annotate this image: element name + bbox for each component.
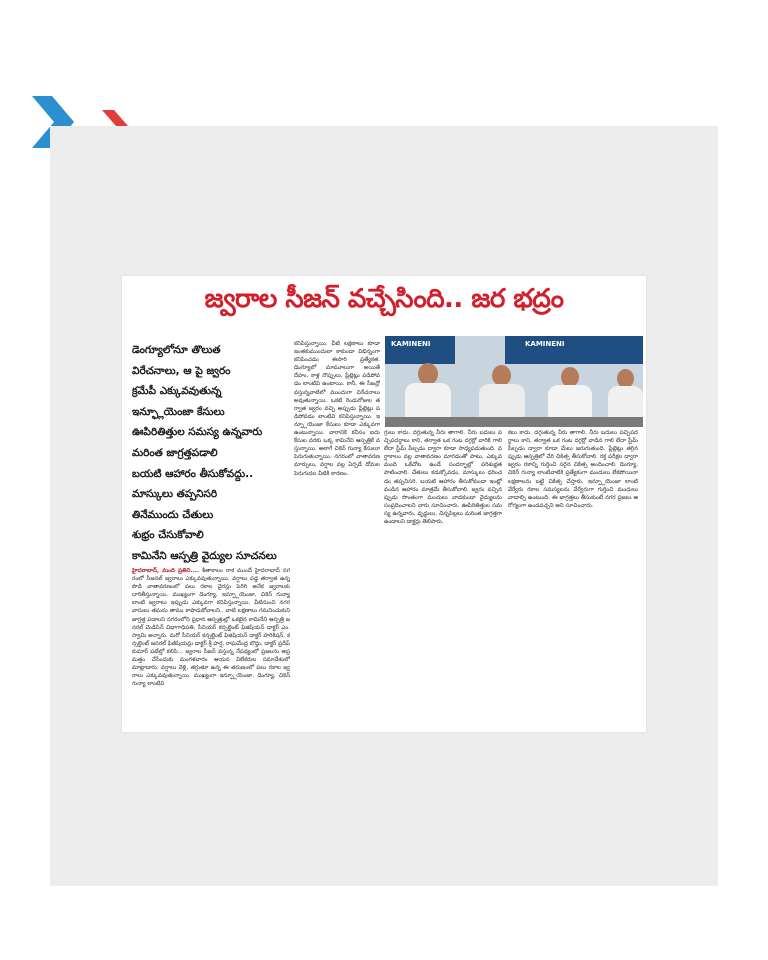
subhead: కామినేని ఆస్పత్రి వైద్యుల సూచనలు xyxy=(132,549,277,562)
subhead: ఇన్ఫ్లూయెంజా కేసులు xyxy=(132,405,225,418)
photo-banner-text: KAMINENI xyxy=(391,340,431,348)
article-column-1 xyxy=(132,567,290,727)
doctor-head xyxy=(492,365,511,386)
photo-banner-text: KAMINENI xyxy=(525,340,565,348)
subheads xyxy=(132,340,300,567)
article-column-3: గ్గులు కాదు. దగ్గుతున్న నీరు తాగాలి. నీరు బదులు పచ్చిపదర్థాలు కాని, తర్వాత ఒక గంట దగ్గర్లో వారికి గాలి లేదా స్టీమ్ పీల్చడం ద్వారా కూడా సాధ్యపడుతుంది. వర్షాకాలం వల్ల వాతావరణం మారడంతో పాటు, ఎక్కువ మంది ఒకేచోట ఉండే సందర్భాల్లో పరిశుభ్రత పాటించాలి. చేతులు కడుక్కోవడం, మాస్కులు ధరించడం తప్పనిసరి. బయటి ఆహారం తీసుకోకుండా ఇంట్లో వండిన ఆహారం మాత్రమే తీసుకోవాలి. జ్వరం వచ్చినప్పుడు సొంతంగా మందులు వాడకుండా వైద్యులను సంప్రదించాలని వారు సూచించారు. ఊపిరితిత్తుల సమస్య ఉన్నవారు, వృద్ధులు, చిన్నపిల్లలు మరింత జాగ్రత్తగా ఉండాలని డాక్టర్లు తెలిపారు. xyxy=(384,430,502,526)
column-1-text: శీతాకాలం రాక ముందే హైదరాబాద్ నగరంలో సీజనల్ జ్వరాలు ఎక్కువవుతున్నాయి. వర్షాలు పడ్డ తర్వాత ఉన్న పొడి వాతావరణంలో పలు రకాల వైరస్లు పెరిగి అనేక జ్వరాలకు దారితీస్తున్నాయి. ముఖ్యంగా డెంగ్యూ, ఇన్ఫ్లూయెంజా, చికెన్ గున్యా లాంటి జ్వరాలు ఇప్పుడు ఎక్కువగా కనిపిస్తున్నాయి. వీటినుంచి నగరవాసులు తమను తాము కాపాడుకోవాలని.. వాటి లక్షణాలు గమనించుకుని జాగ్రత్త పడాలని నగరంలోని ప్రధాన ఆస్పత్రుల్లో ఒకటైన కామినేని ఆస్పత్రి జనరల్ మెడిసిన్ విభాగాధిపతి, సీనియర్ కన్సల్టెంట్ ఫిజిషియన్ డాక్టర్ ఎం. స్వామి అన్నారు. మరో సీనియర్ కన్సల్టెంట్ ఫిజిషియన్ డాక్టర్ హరికిషన్, కన్సల్టెంట్ జనరల్ ఫిజీషియన్లు డాక్టర్ శ్రీ హర్ష, రాఘవేంద్ర బొద్దు, డాక్టర్ ప్రదీప్ కుమార్ పటేల్తో కలిసి... జ్వరాల సీజన్ వస్తున్న నేపథ్యంలో ప్రజలను అప్రమత్తం చేసేందుకు మంగళవారం ఆయన విలేకరుల సమావేశంలో మాట్లాడారు. వర్షాలు వెళ్లి, తగ్గుతూ ఉన్న ఈ తరుణంలో పలు రకాల జ్వరాలు ఎక్కువవుతున్నాయి. ముఖ్యంగా ఇన్ఫ్లూయెంజా, డెంగ్యూ, చికెన్ గున్యా లాంటివి xyxy=(132,568,290,688)
subhead: ఊపిరితిత్తుల సమస్య ఉన్నవారు xyxy=(132,426,263,439)
subhead: తినేముందు చేతులు xyxy=(132,508,214,521)
subhead: క్రమేపీ ఎక్కువవుతున్న xyxy=(132,385,222,398)
doctor-head xyxy=(561,367,579,387)
subhead: మాస్కులు తప్పనిసరి xyxy=(132,488,218,501)
doctor-head xyxy=(418,363,438,385)
subhead: విరేచనాలు, ఆ పై జ్వరం xyxy=(132,364,231,377)
dateline: హైదరాబాద్, మంది ప్రతిని.... xyxy=(132,568,199,574)
subhead: మరింత జాగ్రత్తపడాలి xyxy=(132,446,218,459)
photo-table xyxy=(385,417,643,427)
subhead: శుభ్రం చేసుకోవాలి xyxy=(132,529,204,542)
article-column-2: కనిపిస్తున్నాయి. వీటి లక్షణాలు కూడా ఇంతకుముందులా కాకుండా విభిన్నంగా కనిపించడం ఈసారి ప్రత్యేకత. డెంగ్యూలో మామూలుగా అయితే దేహం, కాళ్ల నొప్పులు, ప్లేట్లెట్లు పడిపోవడం లాంటివి ఉంటాయి. కానీ, ఈ సీజన్లో వస్తున్నవాటిలో ముందుగా విరేచనాలు అవుతున్నాయి. ఒకటి రెండురోజుల తర్వాత జ్వరం వచ్చి అప్పుడు ప్లేట్లెట్లు పడిపోవడం లాంటివి కనిపిస్తున్నాయి. ఇన్ఫ్లూయెంజా కేసులు కూడా ఎక్కువగా ఉంటున్నాయి. వారానికి కనీసం ఐదు కేసుల వరకు ఒక్క కామినేని ఆస్పత్రికే వస్తున్నాయి. అలాగే చికెన్ గున్యా కేసులూ పెరుగుతున్నాయి. నగరంలో వాతావరణ మార్పులు, వర్షాల వల్ల ఏర్పడే దోమల పెరుగుదల వీటికి కారణం. xyxy=(294,341,380,477)
newspaper-clipping xyxy=(122,276,646,732)
headline: జ్వరాల సీజన్ వచ్చేసింది.. జర భద్రం xyxy=(204,284,564,314)
subhead: డెంగ్యూలోనూ తొలుత xyxy=(132,344,221,356)
press-meet-photo xyxy=(385,336,643,427)
subhead: బయటి ఆహారం తీసుకోవద్దు.. xyxy=(132,467,254,480)
article-column-4: కలు కాదు. దగ్గుతున్న నీరు తాగాలి. నీరు బదులు పచ్చిపదర్థాలు కాని, తర్వాత ఒక గంట దగ్గర్లో వాడిన గాలి లేదా స్టీమ్ పీల్చడం ద్వారా కూడా మేలు జరుగుతుంది. ప్లేట్లెట్లు తగ్గినప్పుడు ఆస్పత్రిలో చేరి చికిత్స తీసుకోవాలి. రక్త పరీక్షల ద్వారా జ్వరం రకాన్ని గుర్తించి సరైన చికిత్స అందించాలి. డెంగ్యూ, చికెన్ గున్యా లాంటివాటికి ప్రత్యేకంగా మందులు లేకపోయినా లక్షణాలను బట్టి చికిత్స చేస్తారు. ఇన్ఫ్లూయెంజా లాంటి వేర్వేరు రకాల సమస్యలను వేర్వేరుగా గుర్తించి మందులు వాడాల్సి ఉంటుంది. ఈ జాగ్రత్తలు తీసుకుంటే నగర ప్రజలు ఆరోగ్యంగా ఉండవచ్చని అని సూచించారు. xyxy=(508,430,638,509)
